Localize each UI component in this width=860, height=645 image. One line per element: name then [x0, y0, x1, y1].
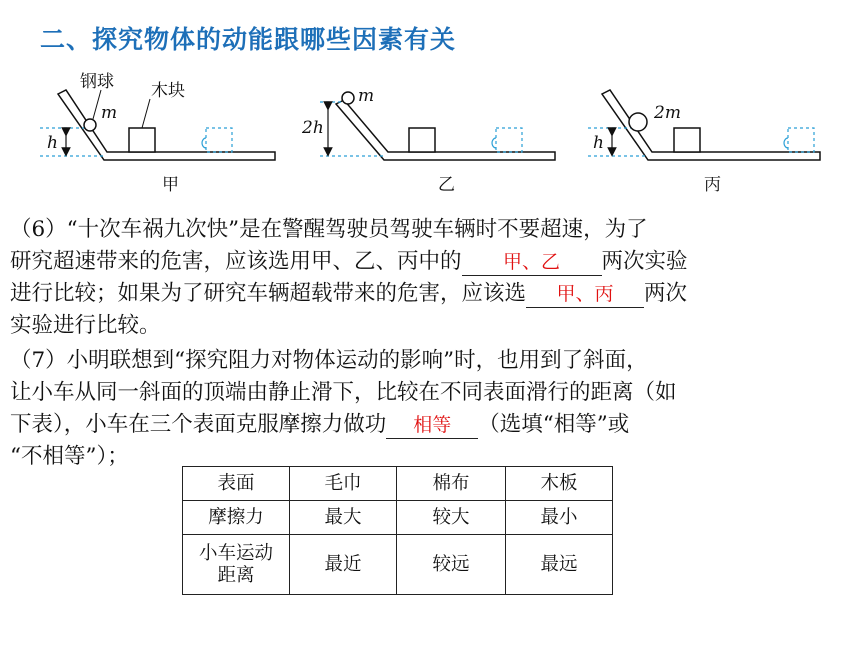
answer-1: 甲、乙	[503, 251, 561, 273]
table-cell: 较大	[397, 501, 506, 535]
table-row	[183, 501, 613, 535]
table-cell: 最大	[290, 501, 397, 535]
steel-ball	[342, 92, 354, 104]
table-header-cell: 表面	[183, 467, 290, 501]
block-final-position	[206, 128, 232, 152]
table-header-cell: 木板	[506, 467, 613, 501]
figure-caption-jia: 甲	[162, 175, 179, 195]
height-label: h	[47, 133, 58, 153]
height-label: h	[593, 133, 604, 153]
steel-ball	[84, 119, 96, 131]
height-label: 2h	[302, 118, 324, 138]
section-title: 二、探究物体的动能跟哪些因素有关	[40, 25, 457, 54]
figure-bing	[588, 90, 820, 195]
answer-blank-2[interactable]	[526, 281, 644, 308]
table-cell: 最小	[506, 501, 613, 535]
table-cell: 最近	[290, 535, 397, 595]
figure-caption-yi: 乙	[438, 175, 455, 195]
table-row	[183, 535, 613, 595]
question-7: （7）小明联想到“探究阻力对物体运动的影响”时，也用到了斜面， 让小车从同一斜面的顶端由静止滑下，比较在不同表面滑行的距离（如 下表），小车在三个表面克服摩擦力做功 相等 （选填“相等”或 “不相等”）；	[10, 348, 677, 469]
answer-blank-1[interactable]	[462, 249, 602, 276]
table-header-cell: 棉布	[397, 467, 506, 501]
answer-blank-3[interactable]	[386, 412, 478, 439]
figure-caption-bing: 丙	[704, 175, 721, 195]
table-header-row	[183, 467, 613, 501]
question-6: （6）“十次车祸九次快”是在警醒驾驶员驾驶车辆时不要超速，为了 研究超速带来的危害，应该选用甲、乙、丙中的 甲、乙 两次实验 进行比较；如果为了研究车辆超载带来的危害，应该选 甲、丙 两次 实验进行比较。	[10, 217, 688, 338]
wood-block	[129, 128, 155, 152]
block-final-position	[496, 128, 522, 152]
table-row-label: 小车运动 距离	[183, 535, 290, 595]
table-cell: 较远	[397, 535, 506, 595]
answer-3: 相等	[413, 414, 452, 436]
ball-label: 钢球	[80, 72, 114, 92]
mass-label: 2m	[654, 103, 681, 123]
block-final-position	[788, 128, 814, 152]
experiment-figures	[0, 72, 860, 202]
figure-yi	[301, 86, 555, 195]
mass-label: m	[101, 103, 118, 123]
mass-label: m	[358, 86, 375, 106]
wood-block	[409, 128, 435, 152]
block-label: 木块	[151, 81, 185, 101]
steel-ball	[629, 113, 647, 131]
figure-jia	[40, 72, 275, 195]
results-table	[182, 466, 613, 595]
answer-2: 甲、丙	[556, 283, 614, 305]
table-cell: 最远	[506, 535, 613, 595]
wood-block	[674, 128, 700, 152]
table-header-cell: 毛巾	[290, 467, 397, 501]
table-row-label: 摩擦力	[183, 501, 290, 535]
